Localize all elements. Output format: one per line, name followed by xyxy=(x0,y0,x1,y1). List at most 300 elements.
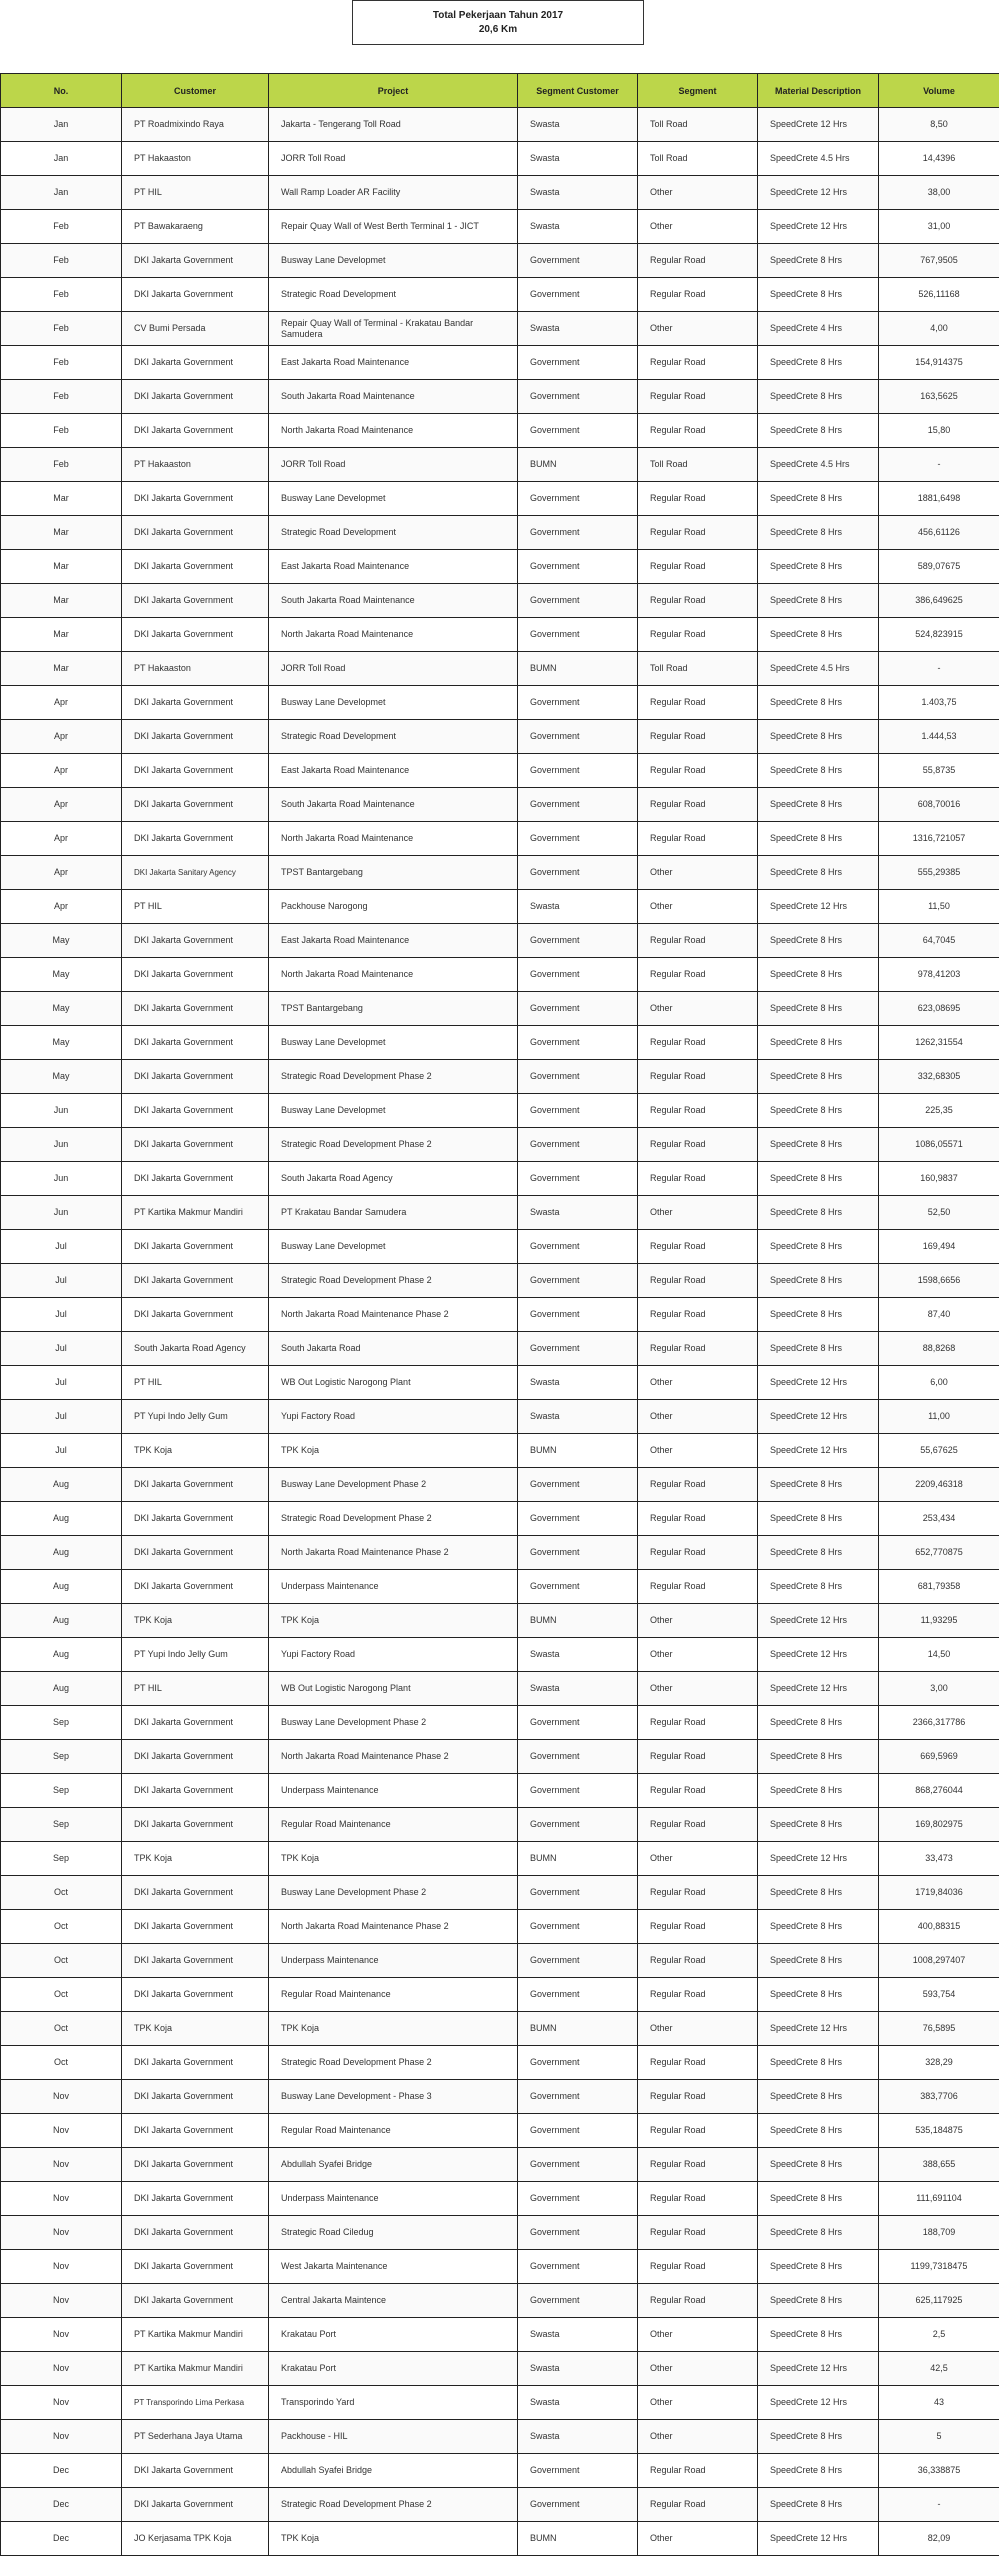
table-row xyxy=(1,448,999,482)
segment-cell: Regular Road xyxy=(638,618,758,652)
table-row xyxy=(1,2454,999,2488)
header-segment: Segment xyxy=(638,74,758,108)
project-cell: North Jakarta Road Maintenance xyxy=(269,414,518,448)
segment-customer-cell: Government xyxy=(518,2182,638,2216)
volume-cell: 36,338875 xyxy=(879,2454,999,2488)
project-cell: Repair Quay Wall of West Berth Terminal 1 - JICT xyxy=(269,210,518,244)
material-cell: SpeedCrete 8 Hrs xyxy=(758,1774,879,1808)
project-cell: Busway Lane Developmet xyxy=(269,482,518,516)
project-cell: East Jakarta Road Maintenance xyxy=(269,550,518,584)
table-row xyxy=(1,278,999,312)
volume-cell: 88,8268 xyxy=(879,1332,999,1366)
customer-cell: PT Roadmixindo Raya xyxy=(122,108,269,142)
month-cell: Mar xyxy=(1,482,122,516)
segment-cell: Other xyxy=(638,1672,758,1706)
table-row xyxy=(1,312,999,346)
segment-customer-cell: Swasta xyxy=(518,312,638,346)
segment-customer-cell: Government xyxy=(518,1774,638,1808)
segment-cell: Regular Road xyxy=(638,2454,758,2488)
material-cell: SpeedCrete 8 Hrs xyxy=(758,788,879,822)
table-row xyxy=(1,380,999,414)
segment-customer-cell: Government xyxy=(518,720,638,754)
project-cell: Jakarta - Tengerang Toll Road xyxy=(269,108,518,142)
table-row xyxy=(1,2148,999,2182)
material-cell: SpeedCrete 8 Hrs xyxy=(758,924,879,958)
volume-cell: 1719,84036 xyxy=(879,1876,999,1910)
segment-customer-cell: Swasta xyxy=(518,2420,638,2454)
project-cell: North Jakarta Road Maintenance Phase 2 xyxy=(269,1298,518,1332)
segment-cell: Regular Road xyxy=(638,414,758,448)
material-cell: SpeedCrete 8 Hrs xyxy=(758,2080,879,2114)
volume-cell: 253,434 xyxy=(879,1502,999,1536)
segment-cell: Regular Road xyxy=(638,1570,758,1604)
segment-customer-cell: Government xyxy=(518,822,638,856)
month-cell: Jul xyxy=(1,1434,122,1468)
table-row xyxy=(1,618,999,652)
header-segment-customer: Segment Customer xyxy=(518,74,638,108)
customer-cell: DKI Jakarta Government xyxy=(122,1298,269,1332)
project-cell: Underpass Maintenance xyxy=(269,2182,518,2216)
table-row xyxy=(1,1740,999,1774)
material-cell: SpeedCrete 8 Hrs xyxy=(758,618,879,652)
segment-customer-cell: Government xyxy=(518,1978,638,2012)
segment-cell: Regular Road xyxy=(638,720,758,754)
table-row xyxy=(1,2182,999,2216)
volume-cell: 625,117925 xyxy=(879,2284,999,2318)
segment-cell: Other xyxy=(638,1842,758,1876)
project-cell: Strategic Road Development Phase 2 xyxy=(269,2046,518,2080)
month-cell: Jul xyxy=(1,1298,122,1332)
project-cell: JORR Toll Road xyxy=(269,142,518,176)
table-body xyxy=(1,108,999,2556)
table-row xyxy=(1,2352,999,2386)
project-cell: Krakatau Port xyxy=(269,2352,518,2386)
table-row xyxy=(1,2012,999,2046)
customer-cell: DKI Jakarta Government xyxy=(122,1230,269,1264)
month-cell: Nov xyxy=(1,2250,122,2284)
segment-cell: Regular Road xyxy=(638,2046,758,2080)
volume-cell: 623,08695 xyxy=(879,992,999,1026)
table-row xyxy=(1,584,999,618)
segment-customer-cell: Government xyxy=(518,1264,638,1298)
volume-cell: 383,7706 xyxy=(879,2080,999,2114)
volume-cell: 555,29385 xyxy=(879,856,999,890)
project-cell: Busway Lane Development Phase 2 xyxy=(269,1876,518,1910)
volume-cell: 589,07675 xyxy=(879,550,999,584)
project-cell: TPK Koja xyxy=(269,1842,518,1876)
project-cell: Yupi Factory Road xyxy=(269,1400,518,1434)
segment-customer-cell: Government xyxy=(518,1026,638,1060)
project-cell: Strategic Road Development Phase 2 xyxy=(269,1128,518,1162)
volume-cell: 456,61126 xyxy=(879,516,999,550)
material-cell: SpeedCrete 12 Hrs xyxy=(758,1604,879,1638)
material-cell: SpeedCrete 8 Hrs xyxy=(758,1910,879,1944)
table-row xyxy=(1,516,999,550)
material-cell: SpeedCrete 12 Hrs xyxy=(758,176,879,210)
customer-cell: DKI Jakarta Government xyxy=(122,822,269,856)
segment-cell: Other xyxy=(638,2420,758,2454)
volume-cell: 400,88315 xyxy=(879,1910,999,1944)
material-cell: SpeedCrete 8 Hrs xyxy=(758,346,879,380)
customer-cell: DKI Jakarta Government xyxy=(122,754,269,788)
volume-cell: 767,9505 xyxy=(879,244,999,278)
project-cell: TPK Koja xyxy=(269,2012,518,2046)
header-customer: Customer xyxy=(122,74,269,108)
segment-customer-cell: Government xyxy=(518,1094,638,1128)
project-cell: TPST Bantargebang xyxy=(269,856,518,890)
month-cell: May xyxy=(1,992,122,1026)
volume-cell: 11,50 xyxy=(879,890,999,924)
month-cell: Feb xyxy=(1,414,122,448)
volume-cell: 87,40 xyxy=(879,1298,999,1332)
volume-cell: 31,00 xyxy=(879,210,999,244)
table-row xyxy=(1,924,999,958)
project-cell: Regular Road Maintenance xyxy=(269,1978,518,2012)
month-cell: Nov xyxy=(1,2420,122,2454)
segment-cell: Regular Road xyxy=(638,754,758,788)
segment-cell: Regular Road xyxy=(638,244,758,278)
segment-cell: Other xyxy=(638,890,758,924)
segment-customer-cell: BUMN xyxy=(518,1434,638,1468)
volume-cell: 386,649625 xyxy=(879,584,999,618)
segment-customer-cell: Government xyxy=(518,788,638,822)
material-cell: SpeedCrete 8 Hrs xyxy=(758,1536,879,1570)
segment-cell: Regular Road xyxy=(638,1706,758,1740)
customer-cell: PT Hakaaston xyxy=(122,142,269,176)
customer-cell: DKI Jakarta Government xyxy=(122,958,269,992)
segment-cell: Regular Road xyxy=(638,1128,758,1162)
table-row xyxy=(1,1774,999,1808)
customer-cell: DKI Jakarta Government xyxy=(122,1026,269,1060)
project-cell: Busway Lane Developmet xyxy=(269,1094,518,1128)
material-cell: SpeedCrete 12 Hrs xyxy=(758,2012,879,2046)
volume-cell: 1199,7318475 xyxy=(879,2250,999,2284)
segment-cell: Regular Road xyxy=(638,1502,758,1536)
segment-customer-cell: Government xyxy=(518,1298,638,1332)
month-cell: Feb xyxy=(1,380,122,414)
month-cell: Feb xyxy=(1,346,122,380)
table-row xyxy=(1,720,999,754)
project-cell: Strategic Road Development Phase 2 xyxy=(269,2488,518,2522)
table-row xyxy=(1,142,999,176)
customer-cell: DKI Jakarta Sanitary Agency xyxy=(122,856,269,890)
segment-cell: Regular Road xyxy=(638,1060,758,1094)
segment-customer-cell: Swasta xyxy=(518,2318,638,2352)
customer-cell: DKI Jakarta Government xyxy=(122,380,269,414)
customer-cell: DKI Jakarta Government xyxy=(122,2250,269,2284)
segment-customer-cell: Government xyxy=(518,1230,638,1264)
project-cell: TPK Koja xyxy=(269,1604,518,1638)
segment-cell: Other xyxy=(638,210,758,244)
month-cell: Mar xyxy=(1,550,122,584)
volume-cell: 8,50 xyxy=(879,108,999,142)
project-cell: Strategic Road Development xyxy=(269,278,518,312)
project-cell: Packhouse Narogong xyxy=(269,890,518,924)
material-cell: SpeedCrete 8 Hrs xyxy=(758,1944,879,1978)
segment-customer-cell: Government xyxy=(518,924,638,958)
material-cell: SpeedCrete 4.5 Hrs xyxy=(758,142,879,176)
customer-cell: DKI Jakarta Government xyxy=(122,1162,269,1196)
project-cell: TPK Koja xyxy=(269,2522,518,2556)
volume-cell: 3,00 xyxy=(879,1672,999,1706)
segment-customer-cell: Government xyxy=(518,1570,638,1604)
customer-cell: PT Hakaaston xyxy=(122,652,269,686)
segment-cell: Regular Road xyxy=(638,1910,758,1944)
header-no: No. xyxy=(1,74,122,108)
month-cell: Apr xyxy=(1,720,122,754)
project-cell: PT Krakatau Bandar Samudera xyxy=(269,1196,518,1230)
material-cell: SpeedCrete 8 Hrs xyxy=(758,1808,879,1842)
table-row xyxy=(1,788,999,822)
segment-customer-cell: Government xyxy=(518,1536,638,1570)
project-cell: South Jakarta Road Maintenance xyxy=(269,380,518,414)
volume-cell: 160,9837 xyxy=(879,1162,999,1196)
volume-cell: 526,11168 xyxy=(879,278,999,312)
table-row xyxy=(1,754,999,788)
segment-cell: Regular Road xyxy=(638,822,758,856)
month-cell: Feb xyxy=(1,448,122,482)
volume-cell: 4,00 xyxy=(879,312,999,346)
month-cell: Jul xyxy=(1,1366,122,1400)
customer-cell: DKI Jakarta Government xyxy=(122,686,269,720)
segment-customer-cell: Swasta xyxy=(518,1196,638,1230)
material-cell: SpeedCrete 8 Hrs xyxy=(758,2250,879,2284)
customer-cell: DKI Jakarta Government xyxy=(122,346,269,380)
project-cell: Repair Quay Wall of Terminal - Krakatau Bandar Samudera xyxy=(269,312,518,346)
project-cell: WB Out Logistic Narogong Plant xyxy=(269,1672,518,1706)
month-cell: Mar xyxy=(1,584,122,618)
volume-cell: 1881,6498 xyxy=(879,482,999,516)
material-cell: SpeedCrete 8 Hrs xyxy=(758,958,879,992)
material-cell: SpeedCrete 8 Hrs xyxy=(758,1706,879,1740)
segment-customer-cell: Government xyxy=(518,2216,638,2250)
customer-cell: DKI Jakarta Government xyxy=(122,1740,269,1774)
segment-cell: Other xyxy=(638,992,758,1026)
volume-cell: 169,494 xyxy=(879,1230,999,1264)
customer-cell: DKI Jakarta Government xyxy=(122,1502,269,1536)
volume-cell: 1598,6656 xyxy=(879,1264,999,1298)
segment-cell: Regular Road xyxy=(638,2080,758,2114)
volume-cell: 11,93295 xyxy=(879,1604,999,1638)
segment-customer-cell: Government xyxy=(518,346,638,380)
segment-cell: Other xyxy=(638,312,758,346)
customer-cell: DKI Jakarta Government xyxy=(122,1468,269,1502)
segment-customer-cell: Government xyxy=(518,2488,638,2522)
volume-cell: - xyxy=(879,2488,999,2522)
segment-cell: Regular Road xyxy=(638,346,758,380)
customer-cell: South Jakarta Road Agency xyxy=(122,1332,269,1366)
project-cell: Strategic Road Development xyxy=(269,720,518,754)
segment-customer-cell: Government xyxy=(518,1740,638,1774)
month-cell: Oct xyxy=(1,2046,122,2080)
customer-cell: PT Kartika Makmur Mandiri xyxy=(122,2352,269,2386)
project-cell: South Jakarta Road Maintenance xyxy=(269,584,518,618)
volume-cell: 225,35 xyxy=(879,1094,999,1128)
table-row xyxy=(1,1026,999,1060)
month-cell: Sep xyxy=(1,1808,122,1842)
material-cell: SpeedCrete 8 Hrs xyxy=(758,278,879,312)
volume-cell: 868,276044 xyxy=(879,1774,999,1808)
segment-cell: Regular Road xyxy=(638,1536,758,1570)
material-cell: SpeedCrete 8 Hrs xyxy=(758,2114,879,2148)
volume-cell: 2366,317786 xyxy=(879,1706,999,1740)
customer-cell: DKI Jakarta Government xyxy=(122,2284,269,2318)
month-cell: Mar xyxy=(1,652,122,686)
month-cell: Nov xyxy=(1,2114,122,2148)
segment-cell: Regular Road xyxy=(638,1094,758,1128)
month-cell: Nov xyxy=(1,2148,122,2182)
segment-cell: Other xyxy=(638,856,758,890)
month-cell: Oct xyxy=(1,1944,122,1978)
customer-cell: DKI Jakarta Government xyxy=(122,1264,269,1298)
project-cell: Underpass Maintenance xyxy=(269,1944,518,1978)
material-cell: SpeedCrete 8 Hrs xyxy=(758,1128,879,1162)
segment-cell: Regular Road xyxy=(638,278,758,312)
table-row xyxy=(1,244,999,278)
segment-cell: Regular Road xyxy=(638,1876,758,1910)
material-cell: SpeedCrete 8 Hrs xyxy=(758,1502,879,1536)
segment-cell: Toll Road xyxy=(638,142,758,176)
segment-cell: Regular Road xyxy=(638,516,758,550)
segment-customer-cell: Government xyxy=(518,482,638,516)
segment-customer-cell: Swasta xyxy=(518,2352,638,2386)
material-cell: SpeedCrete 12 Hrs xyxy=(758,1842,879,1876)
project-cell: South Jakarta Road Agency xyxy=(269,1162,518,1196)
material-cell: SpeedCrete 8 Hrs xyxy=(758,1026,879,1060)
segment-cell: Other xyxy=(638,1604,758,1638)
volume-cell: 42,5 xyxy=(879,2352,999,2386)
segment-cell: Other xyxy=(638,1196,758,1230)
month-cell: Oct xyxy=(1,1910,122,1944)
segment-customer-cell: Swasta xyxy=(518,1672,638,1706)
segment-cell: Other xyxy=(638,1400,758,1434)
customer-cell: DKI Jakarta Government xyxy=(122,788,269,822)
material-cell: SpeedCrete 8 Hrs xyxy=(758,2284,879,2318)
customer-cell: DKI Jakarta Government xyxy=(122,550,269,584)
material-cell: SpeedCrete 4.5 Hrs xyxy=(758,652,879,686)
segment-customer-cell: BUMN xyxy=(518,2522,638,2556)
customer-cell: DKI Jakarta Government xyxy=(122,244,269,278)
volume-cell: 52,50 xyxy=(879,1196,999,1230)
project-cell: TPK Koja xyxy=(269,1434,518,1468)
month-cell: Dec xyxy=(1,2454,122,2488)
material-cell: SpeedCrete 8 Hrs xyxy=(758,2216,879,2250)
month-cell: Apr xyxy=(1,856,122,890)
table-row xyxy=(1,1910,999,1944)
volume-cell: 6,00 xyxy=(879,1366,999,1400)
customer-cell: PT Yupi Indo Jelly Gum xyxy=(122,1638,269,1672)
project-cell: Regular Road Maintenance xyxy=(269,1808,518,1842)
table-row xyxy=(1,958,999,992)
segment-customer-cell: Government xyxy=(518,1502,638,1536)
segment-cell: Regular Road xyxy=(638,2284,758,2318)
segment-cell: Regular Road xyxy=(638,1808,758,1842)
material-cell: SpeedCrete 12 Hrs xyxy=(758,1366,879,1400)
volume-cell: 608,70016 xyxy=(879,788,999,822)
month-cell: Feb xyxy=(1,210,122,244)
segment-customer-cell: BUMN xyxy=(518,1842,638,1876)
table-row xyxy=(1,1434,999,1468)
project-cell: Strategic Road Development Phase 2 xyxy=(269,1502,518,1536)
table-row xyxy=(1,108,999,142)
customer-cell: TPK Koja xyxy=(122,1604,269,1638)
project-cell: Regular Road Maintenance xyxy=(269,2114,518,2148)
volume-cell: 14,4396 xyxy=(879,142,999,176)
material-cell: SpeedCrete 8 Hrs xyxy=(758,754,879,788)
customer-cell: DKI Jakarta Government xyxy=(122,2148,269,2182)
customer-cell: DKI Jakarta Government xyxy=(122,278,269,312)
month-cell: May xyxy=(1,958,122,992)
month-cell: Mar xyxy=(1,618,122,652)
volume-cell: 38,00 xyxy=(879,176,999,210)
table-row xyxy=(1,1094,999,1128)
volume-cell: 1316,721057 xyxy=(879,822,999,856)
month-cell: Apr xyxy=(1,822,122,856)
project-cell: Abdullah Syafei Bridge xyxy=(269,2148,518,2182)
project-cell: Busway Lane Development Phase 2 xyxy=(269,1468,518,1502)
volume-cell: 43 xyxy=(879,2386,999,2420)
segment-customer-cell: Government xyxy=(518,1706,638,1740)
table-row xyxy=(1,1060,999,1094)
header-volume: Volume xyxy=(879,74,999,108)
table-row xyxy=(1,2250,999,2284)
volume-cell: 978,41203 xyxy=(879,958,999,992)
volume-cell: 76,5895 xyxy=(879,2012,999,2046)
material-cell: SpeedCrete 12 Hrs xyxy=(758,1434,879,1468)
material-cell: SpeedCrete 8 Hrs xyxy=(758,1332,879,1366)
table-row xyxy=(1,1366,999,1400)
table-row xyxy=(1,890,999,924)
project-cell: North Jakarta Road Maintenance Phase 2 xyxy=(269,1740,518,1774)
material-cell: SpeedCrete 8 Hrs xyxy=(758,2318,879,2352)
project-cell: Packhouse - HIL xyxy=(269,2420,518,2454)
project-cell: Central Jakarta Maintence xyxy=(269,2284,518,2318)
customer-cell: DKI Jakarta Government xyxy=(122,1978,269,2012)
customer-cell: DKI Jakarta Government xyxy=(122,414,269,448)
customer-cell: DKI Jakarta Government xyxy=(122,2046,269,2080)
segment-cell: Regular Road xyxy=(638,380,758,414)
segment-cell: Regular Road xyxy=(638,1740,758,1774)
customer-cell: DKI Jakarta Government xyxy=(122,1536,269,1570)
segment-customer-cell: Government xyxy=(518,2080,638,2114)
segment-cell: Regular Road xyxy=(638,2216,758,2250)
project-cell: Busway Lane Developmet xyxy=(269,686,518,720)
table-row xyxy=(1,1672,999,1706)
project-cell: Busway Lane Developmet xyxy=(269,244,518,278)
material-cell: SpeedCrete 8 Hrs xyxy=(758,1978,879,2012)
customer-cell: DKI Jakarta Government xyxy=(122,1570,269,1604)
customer-cell: TPK Koja xyxy=(122,1434,269,1468)
month-cell: Oct xyxy=(1,1876,122,1910)
month-cell: Jul xyxy=(1,1230,122,1264)
segment-cell: Regular Road xyxy=(638,924,758,958)
month-cell: Apr xyxy=(1,754,122,788)
material-cell: SpeedCrete 8 Hrs xyxy=(758,1196,879,1230)
project-cell: South Jakarta Road xyxy=(269,1332,518,1366)
project-cell: West Jakarta Maintenance xyxy=(269,2250,518,2284)
table-row xyxy=(1,1332,999,1366)
volume-cell: 111,691104 xyxy=(879,2182,999,2216)
project-cell: North Jakarta Road Maintenance xyxy=(269,958,518,992)
segment-customer-cell: Government xyxy=(518,1876,638,1910)
segment-cell: Other xyxy=(638,2318,758,2352)
segment-cell: Other xyxy=(638,1638,758,1672)
material-cell: SpeedCrete 8 Hrs xyxy=(758,1094,879,1128)
month-cell: Nov xyxy=(1,2352,122,2386)
segment-cell: Other xyxy=(638,2012,758,2046)
month-cell: Aug xyxy=(1,1672,122,1706)
report-title: Total Pekerjaan Tahun 2017 xyxy=(432,9,564,21)
